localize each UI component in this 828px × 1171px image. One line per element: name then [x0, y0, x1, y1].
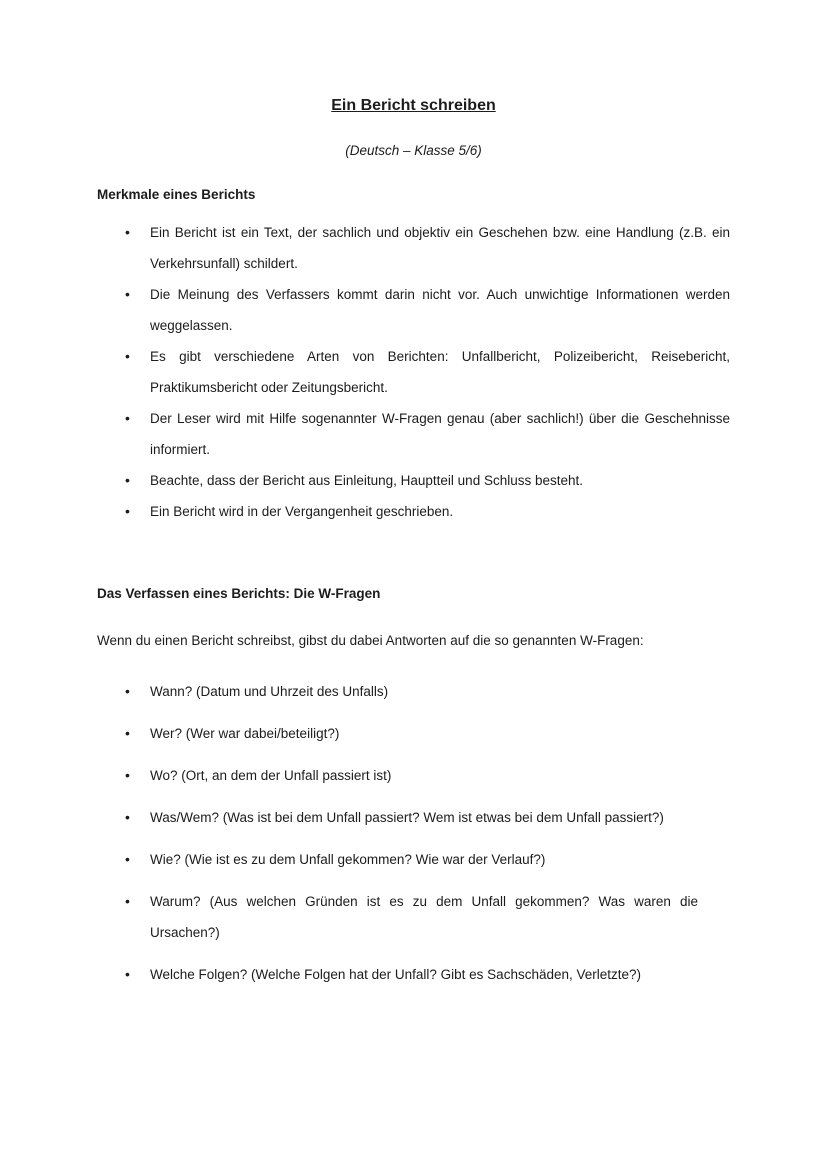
list-item: • Wann? (Datum und Uhrzeit des Unfalls): [150, 676, 783, 707]
wfragen-intro: Wenn du einen Bericht schreibst, gibst du dabei Antworten auf die so genannten W-Fragen:: [97, 633, 644, 648]
list-item: • Es gibt verschiedene Arten von Berichten: Unfallbericht, Polizeibericht, Reisebericht, Praktikumsbericht oder Zeitungsbericht.: [150, 341, 730, 403]
page-subtitle: (Deutsch – Klasse 5/6): [345, 143, 482, 158]
list-item: • Wer? (Wer war dabei/beteiligt?): [150, 718, 783, 749]
section-heading-wfragen: Das Verfassen eines Berichts: Die W-Fragen: [97, 586, 381, 601]
list-item: • Beachte, dass der Bericht aus Einleitung, Hauptteil und Schluss besteht.: [150, 465, 730, 496]
list-item: • Welche Folgen? (Welche Folgen hat der Unfall? Gibt es Sachschäden, Verletzte?): [150, 959, 783, 990]
list-item: • Der Leser wird mit Hilfe sogenannter W-Fragen genau (aber sachlich!) über die Geschehnisse informiert.: [150, 403, 730, 465]
list-item: • Ein Bericht ist ein Text, der sachlich und objektiv ein Geschehen bzw. eine Handlung (z.B. ein Verkehrsunfall) schildert.: [150, 217, 730, 279]
list-item: • Warum? (Aus welchen Gründen ist es zu dem Unfall gekommen? Was waren die Ursachen?): [150, 886, 698, 948]
section-heading-merkmale: Merkmale eines Berichts: [97, 187, 256, 202]
list-item: • Ein Bericht wird in der Vergangenheit geschrieben.: [150, 496, 730, 527]
list-item: • Wie? (Wie ist es zu dem Unfall gekommen? Wie war der Verlauf?): [150, 844, 783, 875]
wfragen-list: [97, 676, 730, 990]
page-title: [97, 96, 730, 116]
list-item: • Die Meinung des Verfassers kommt darin nicht vor. Auch unwichtige Informationen werden weggelassen.: [150, 279, 730, 341]
page-title-text: Ein Bericht schreiben: [331, 97, 496, 114]
list-item: • Was/Wem? (Was ist bei dem Unfall passiert? Wem ist etwas bei dem Unfall passiert?): [150, 802, 783, 833]
merkmale-list: [97, 217, 730, 527]
list-item: • Wo? (Ort, an dem der Unfall passiert ist): [150, 760, 783, 791]
